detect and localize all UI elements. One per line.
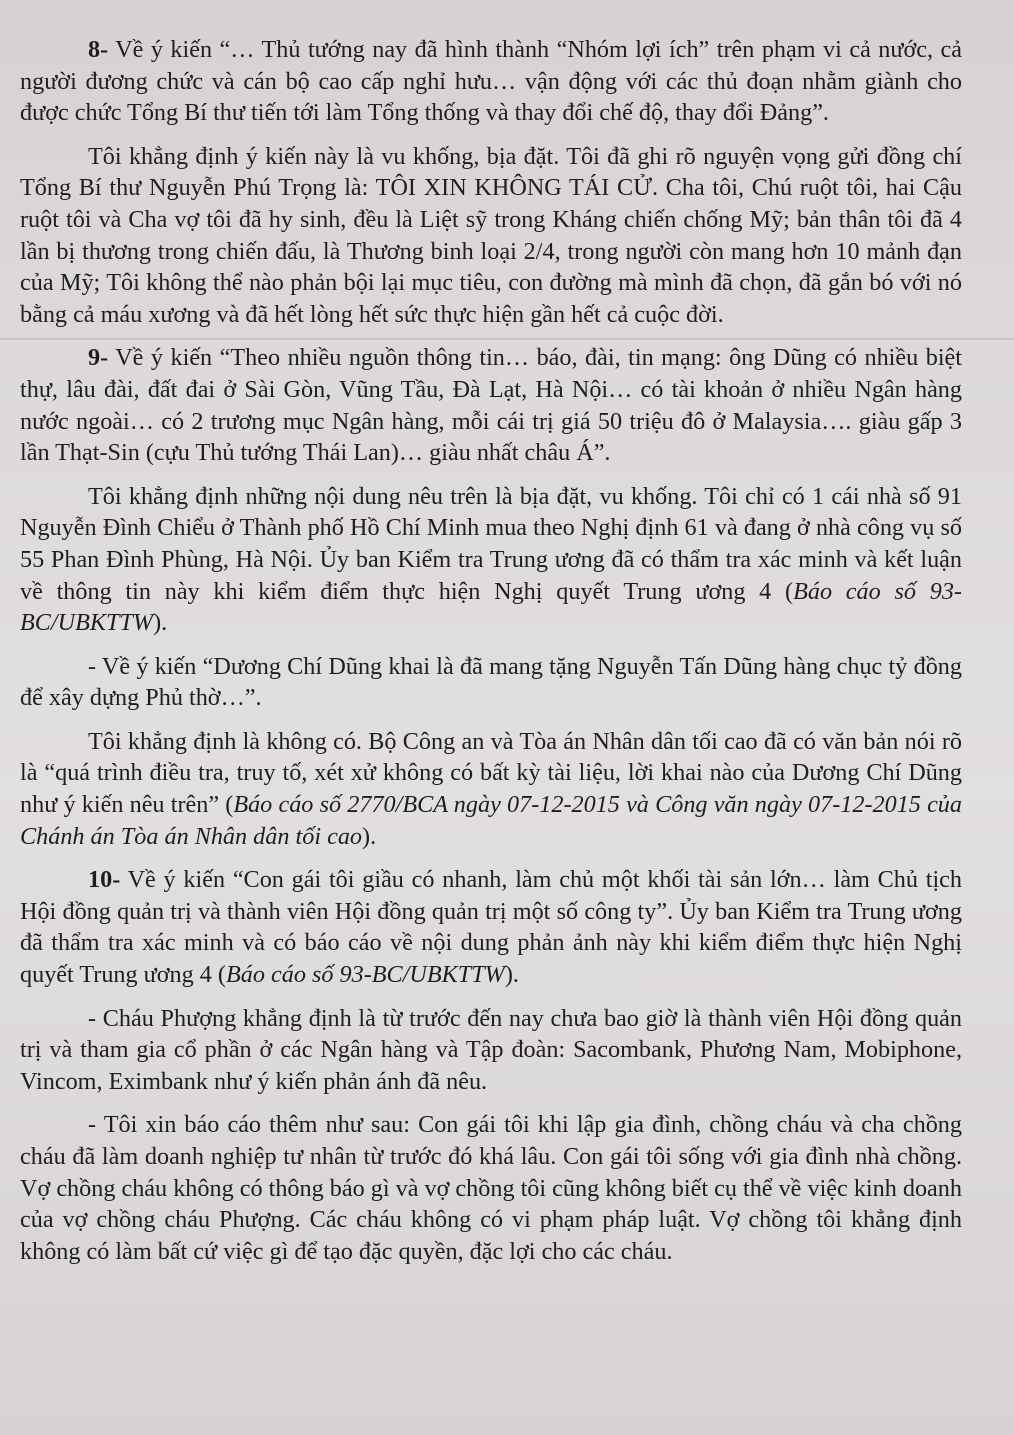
document-body (20, 34, 962, 1267)
paragraph (20, 651, 962, 714)
paragraph (20, 726, 962, 852)
paragraph (20, 34, 962, 129)
paragraph-text: - Tôi xin báo cáo thêm như sau: Con gái tôi khi lập gia đình, chồng cháu và cha chồng cháu đã làm doanh nghiệp tư nhân từ trước đó khá lâu. Con gái tôi sống với gia đình nhà chồng. Vợ chồng cháu không có thông báo gì và vợ chồng tôi cũng không biết cụ thể về việc kinh doanh của vợ chồng cháu Phượng. Các cháu không có vi phạm pháp luật. Vợ chồng tôi khẳng định không có làm bất cứ việc gì để tạo đặc quyền, đặc lợi cho các cháu. (20, 1111, 962, 1265)
paragraph-text: ). (362, 822, 377, 850)
citation-text: Báo cáo số 93-BC/UBKTTW (20, 577, 962, 637)
paragraph (20, 141, 962, 331)
paragraph-text: - Cháu Phượng khẳng định là từ trước đến nay chưa bao giờ là thành viên Hội đồng quản trị và tham gia cổ phần ở các Ngân hàng và Tập đoàn: Sacombank, Phương Nam, Mobiphone, Vincom, Eximbank như ý kiến phản ánh đã nêu. (20, 1004, 962, 1095)
paragraph-text: ). (504, 961, 519, 989)
paragraph (20, 342, 962, 468)
paragraph-text: Về ý kiến “… Thủ tướng nay đã hình thành “Nhóm lợi ích” trên phạm vi cả nước, cả người đương chức và cán bộ cao cấp nghỉ hưu… vận động với các thủ đoạn nhằm giành cho được chức Tổng Bí thư tiến tới làm Tổng thống và thay đổi chế độ, thay đổi Đảng”. (20, 36, 962, 127)
paper-fold-line (0, 338, 1014, 340)
citation-text: Báo cáo số 93-BC/UBKTTW (225, 961, 505, 989)
paragraph-text: Về ý kiến “Con gái tôi giầu có nhanh, làm chủ một khối tài sản lớn… làm Chủ tịch Hội đồng quản trị và thành viên Hội đồng quản trị một số công ty”. Ủy ban Kiểm tra Trung ương đã thẩm tra xác minh và có báo cáo về nội dung phản ảnh này khi kiểm điểm thực hiện Nghị quyết Trung ương 4 ( (20, 866, 962, 989)
section-number: 9- (88, 344, 109, 372)
paragraph-text: Tôi khẳng định ý kiến này là vu khống, bịa đặt. Tôi đã ghi rõ nguyện vọng gửi đồng chí Tổng Bí thư Nguyễn Phú Trọng là: TÔI XIN KHÔNG TÁI CỬ. Cha tôi, Chú ruột tôi, hai Cậu ruột tôi và Cha vợ tôi đã hy sinh, đều là Liệt sỹ trong Kháng chiến chống Mỹ; bản thân tôi đã 4 lần bị thương trong chiến đấu, là Thương binh loại 2/4, trong người còn mang hơn 10 mảnh đạn của Mỹ; Tôi không thể nào phản bội lại mục tiêu, con đường mà mình đã chọn, đã gắn bó với nó bằng cả máu xương và đã hết lòng hết sức thực hiện gần hết cả cuộc đời. (20, 142, 962, 328)
paragraph-text: Tôi khẳng định là không có. Bộ Công an và Tòa án Nhân dân tối cao đã có văn bản nói rõ là “quá trình điều tra, truy tố, xét xử không có bất kỳ tài liệu, lời khai nào của Dương Chí Dũng như ý kiến nêu trên” ( (20, 727, 962, 819)
section-number: 8- (88, 36, 109, 63)
paragraph (20, 481, 962, 639)
paragraph-text: - Về ý kiến “Dương Chí Dũng khai là đã mang tặng Nguyễn Tấn Dũng hàng chục tỷ đồng để xây dựng Phủ thờ…”. (20, 652, 962, 712)
paragraph-text: Tôi khẳng định những nội dung nêu trên là bịa đặt, vu khống. Tôi chỉ có 1 cái nhà số 91 Nguyễn Đình Chiểu ở Thành phố Hồ Chí Minh mua theo Nghị định 61 và đang ở nhà công vụ số 55 Phan Đình Phùng, Hà Nội. Ủy ban Kiểm tra Trung ương đã có thẩm tra xác minh và kết luận về thông tin này khi kiểm điểm thực hiện Nghị quyết Trung ương 4 ( (20, 482, 962, 605)
citation-text: Báo cáo số 2770/BCA ngày 07-12-2015 và Công văn ngày 07-12-2015 của Chánh án Tòa án Nhân dân tối cao (20, 791, 962, 850)
paragraph-text: ). (153, 609, 168, 637)
paragraph (20, 1003, 962, 1098)
section-number: 10- (88, 866, 121, 894)
paragraph-text: Về ý kiến “Theo nhiều nguồn thông tin… báo, đài, tin mạng: ông Dũng có nhiều biệt thự, lâu đài, đất đai ở Sài Gòn, Vũng Tầu, Đà Lạt, Hà Nội… có tài khoản ở nhiều Ngân hàng nước ngoài… có 2 trương mục Ngân hàng, mỗi cái trị giá 50 triệu đô ở Malaysia…. giàu gấp 3 lần Thạt-Sin (cựu Thủ tướng Thái Lan)… giàu nhất châu Á”. (20, 344, 962, 467)
paragraph (20, 864, 962, 990)
paragraph (20, 1109, 962, 1267)
